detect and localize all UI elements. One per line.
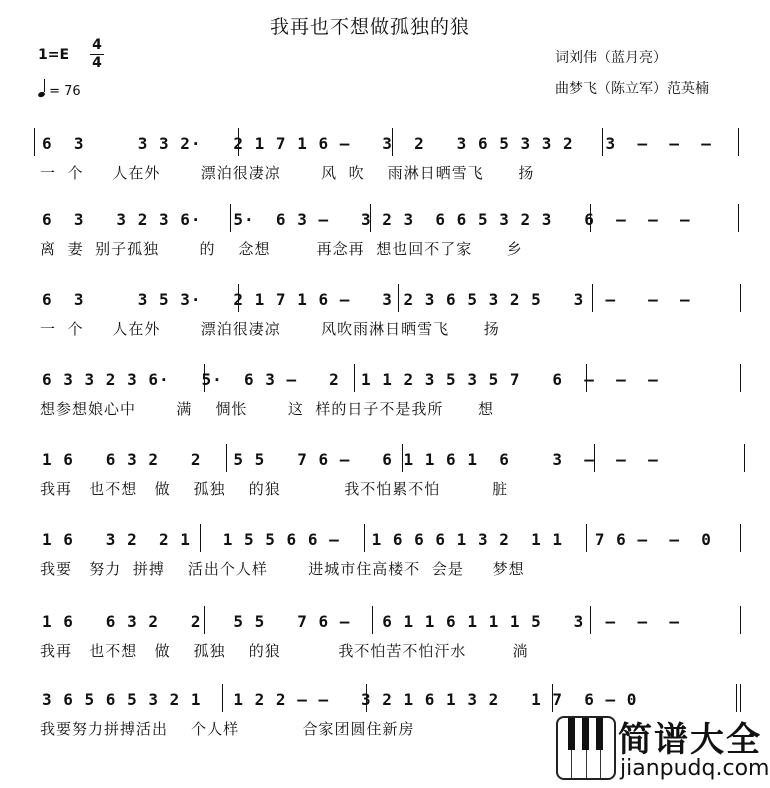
- time-signature: [90, 38, 104, 71]
- jianpu-notes: 6 3 3 2 3 6· 5· 6 3 – 2 1 1 2 3 5 3 5 7 6 – – –: [42, 370, 659, 389]
- jianpu-notes: 6 3 3 3 2· 2 1 7 1 6 – 3 2 3 6 5 3 3 2 3 – – –: [42, 134, 712, 153]
- meter-top: 4: [92, 37, 102, 53]
- score-line-3: [0, 290, 770, 370]
- lyrics-line: 我再 也不想 做 孤独 的狼 我不怕苦不怕汗水 淌: [40, 642, 529, 660]
- lyrics-line: 我要努力拼搏活出 个人样 合家团圆住新房: [40, 720, 415, 738]
- quarter-note-icon: [37, 91, 45, 98]
- score-line-5: [0, 450, 770, 530]
- lyrics-line: 离 妻 别子孤独 的 念想 再念再 想也回不了家 乡: [40, 240, 523, 258]
- lyricist-credit: 词刘伟（蓝月亮）: [555, 50, 667, 66]
- jianpu-notes: 1 6 3 2 2 1 1 5 5 6 6 – 1 6 6 6 1 3 2 1 1 7 6 – – 0: [42, 530, 712, 549]
- key-signature: 1=E: [38, 47, 70, 63]
- barline: [736, 684, 737, 712]
- barline: [740, 606, 741, 634]
- barline: [738, 204, 739, 232]
- lyrics-line: 我要 努力 拼搏 活出个人样 进城市住高楼不 会是 梦想: [40, 560, 525, 578]
- score-line-4: [0, 370, 770, 450]
- song-title: 我再也不想做孤独的狼: [269, 16, 470, 38]
- barline: [738, 128, 739, 156]
- lyrics-line: 我再 也不想 做 孤独 的狼 我不怕累不怕 脏: [40, 480, 509, 498]
- score-line-2: [0, 210, 770, 290]
- jianpu-notes: 1 6 6 3 2 2 5 5 7 6 – 6 1 1 6 1 6 3 – – –: [42, 450, 659, 469]
- meter-bottom: 4: [92, 55, 102, 71]
- barline: [744, 444, 745, 472]
- jianpu-notes: 6 3 3 5 3· 2 1 7 1 6 – 3 2 3 6 5 3 2 5 3 – – –: [42, 290, 691, 309]
- lyrics-line: 一 个 人在外 漂泊很凄凉 风吹雨淋日晒雪飞 扬: [40, 320, 500, 338]
- lyrics-line: 想参想娘心中 满 惆怅 这 样的日子不是我所 想: [40, 400, 494, 418]
- jianpu-notes: 6 3 3 2 3 6· 5· 6 3 – 3 2 3 6 6 5 3 2 3 6 – – –: [42, 210, 691, 229]
- barline: [740, 364, 741, 392]
- barline: [740, 524, 741, 552]
- site-logo: [556, 712, 770, 784]
- barline: [34, 128, 35, 156]
- tempo-marking: [38, 82, 81, 99]
- piano-keys-icon: [556, 716, 616, 780]
- composer-credit: 曲梦飞（陈立军）范英楠: [555, 81, 709, 97]
- score-line-6: [0, 530, 770, 610]
- logo-text: 简谱大全: [618, 720, 762, 760]
- logo-url: jianpudq.com: [620, 756, 770, 781]
- score-line-7: [0, 612, 770, 692]
- jianpu-notes: 1 6 6 3 2 2 5 5 7 6 – 6 1 1 6 1 1 1 5 3 – – –: [42, 612, 680, 631]
- jianpu-notes: 3 6 5 6 5 3 2 1 1 2 2 – – 3 2 1 6 1 3 2 1 7 6 – 0: [42, 690, 638, 709]
- lyrics-line: 一 个 人在外 漂泊很凄凉 风 吹 雨淋日晒雪飞 扬: [40, 164, 535, 182]
- end-barline: [740, 684, 741, 712]
- score-line-1: [0, 134, 770, 214]
- barline: [740, 284, 741, 312]
- note-stem: [44, 79, 45, 92]
- tempo-value: = 76: [49, 84, 81, 99]
